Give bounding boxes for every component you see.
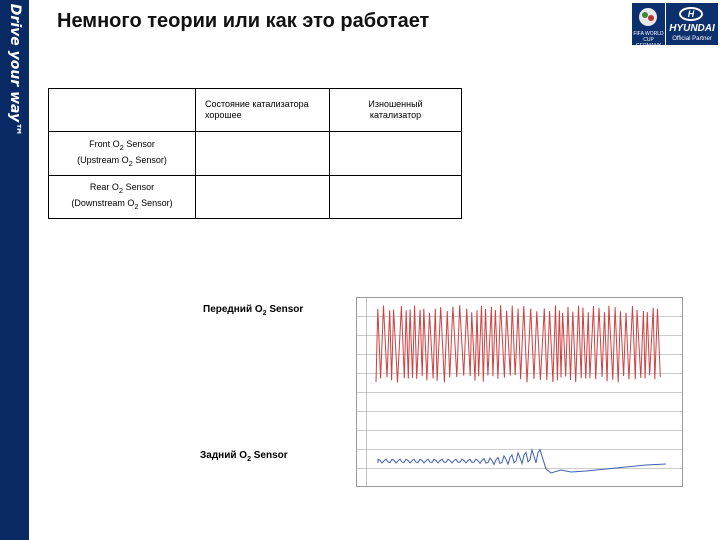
table-corner-cell xyxy=(49,89,196,132)
hyundai-emblem-icon: H xyxy=(679,7,703,21)
rear-sensor-trace xyxy=(378,450,666,473)
front-sensor-label: Передний $O_2$ Sensor xyxy=(203,304,304,317)
world-cup-logo xyxy=(632,3,665,55)
cell-front-worn xyxy=(330,132,462,176)
world-cup-text: FIFA WORLD CUP GERMANY 2006 xyxy=(633,31,664,55)
header-good-catalyst: Состояние катализатора хорошее xyxy=(196,89,330,132)
cell-rear-worn xyxy=(330,176,462,219)
chart-grid xyxy=(356,297,683,487)
world-cup-emblem-icon xyxy=(632,3,665,31)
cell-front-good xyxy=(196,132,330,176)
hyundai-subtitle: Official Partner xyxy=(672,36,712,42)
hyundai-name: HYUNDAI xyxy=(669,23,715,34)
row-front-sensor-label: Front $O_2$ Sensor (Upstream $O_2$ Sensor) xyxy=(49,132,196,176)
sidebar-slogan: Drive your way™ xyxy=(7,3,24,137)
oscilloscope-chart xyxy=(356,297,683,487)
row-rear-sensor-label: Rear $O_2$ Sensor (Downstream $O_2$ Sensor) xyxy=(49,176,196,219)
comparison-table xyxy=(48,88,462,219)
hyundai-logo xyxy=(666,3,718,45)
page-title: Немного теории или как это работает xyxy=(57,10,430,32)
header-worn-catalyst: Изношенный катализатор xyxy=(330,89,462,132)
rear-sensor-label: Задний $O_2$ Sensor xyxy=(200,450,288,463)
cell-rear-good xyxy=(196,176,330,219)
sidebar xyxy=(0,0,29,540)
